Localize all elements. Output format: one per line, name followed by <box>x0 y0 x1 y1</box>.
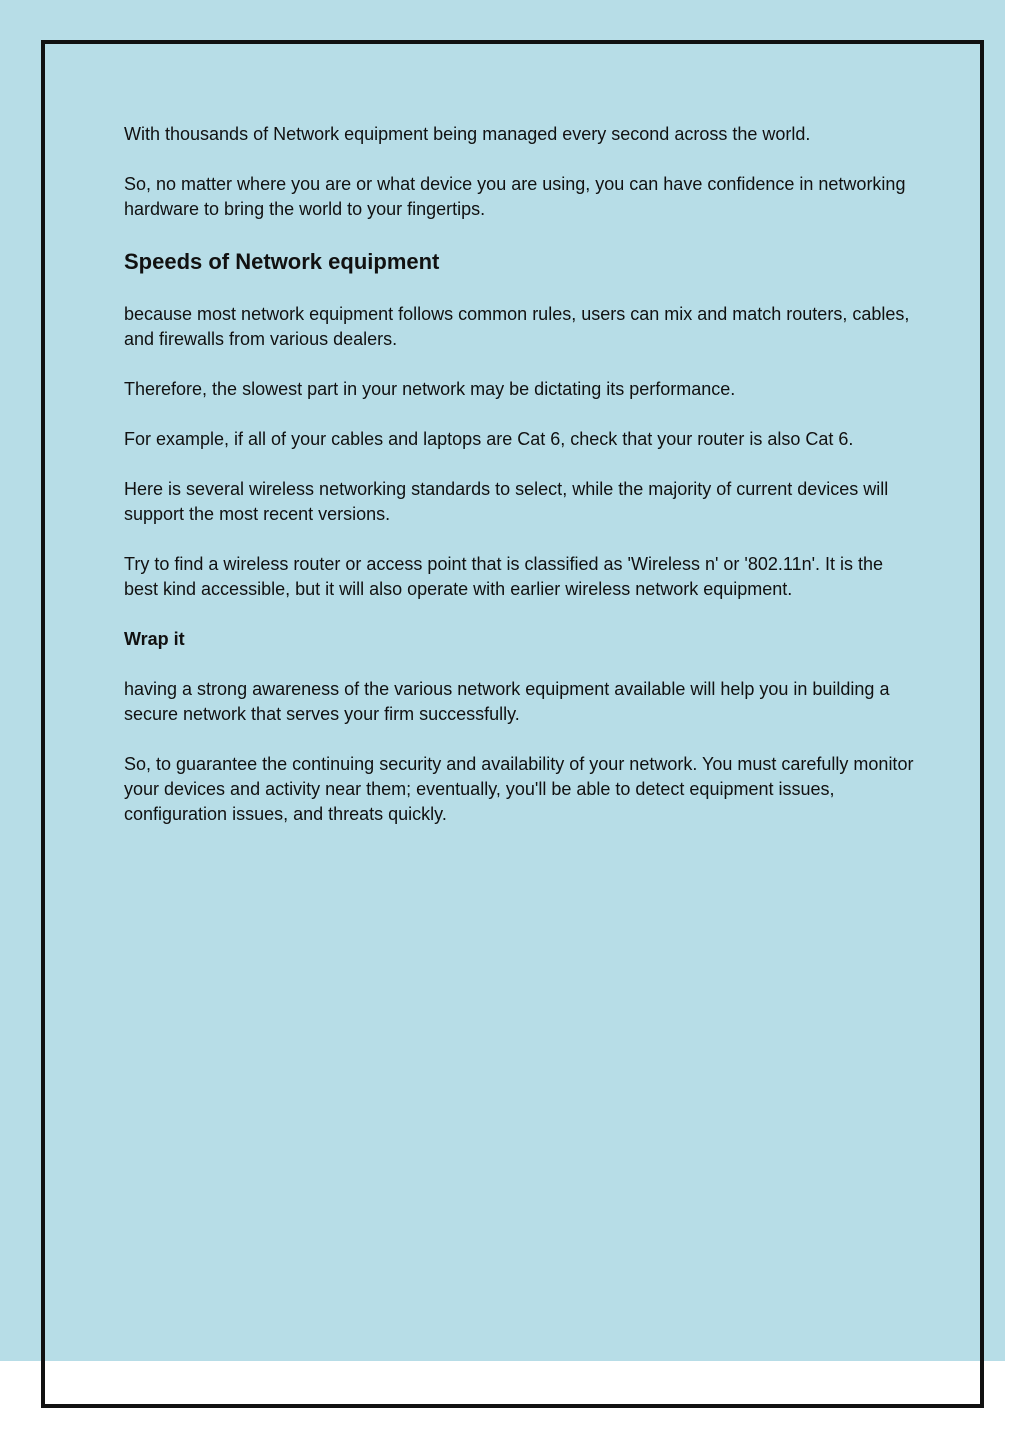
speeds-paragraph-2: Therefore, the slowest part in your network may be dictating its performance. <box>124 379 736 399</box>
speeds-paragraph-5: Try to find a wireless router or access point that is classified as 'Wireless n' or '802.11n'. It is the best kind accessible, but it will also operate with earlier wireless network equipment. <box>124 554 884 599</box>
wrap-heading: Wrap it <box>124 629 185 649</box>
speeds-paragraph-3: For example, if all of your cables and laptops are Cat 6, check that your router is also Cat 6. <box>124 429 854 449</box>
intro-paragraph-1: With thousands of Network equipment being managed every second across the world. <box>124 124 811 144</box>
wrap-paragraph-2: So, to guarantee the continuing security and availability of your network. You must carefully monitor your devices and activity near them; eventually, you'll be able to detect equipment issues, configuration issues, and threats quickly. <box>124 754 914 824</box>
intro-paragraph-2: So, no matter where you are or what device you are using, you can have confidence in networking hardware to bring the world to your fingertips. <box>124 174 906 219</box>
speeds-paragraph-4: Here is several wireless networking standards to select, while the majority of current devices will support the most recent versions. <box>124 479 889 524</box>
speeds-paragraph-1: because most network equipment follows common rules, users can mix and match routers, cables, and firewalls from various dealers. <box>124 304 910 349</box>
speeds-heading: Speeds of Network equipment <box>124 249 440 274</box>
document-body <box>124 122 914 852</box>
wrap-paragraph-1: having a strong awareness of the various network equipment available will help you in building a secure network that serves your firm successfully. <box>124 679 890 724</box>
